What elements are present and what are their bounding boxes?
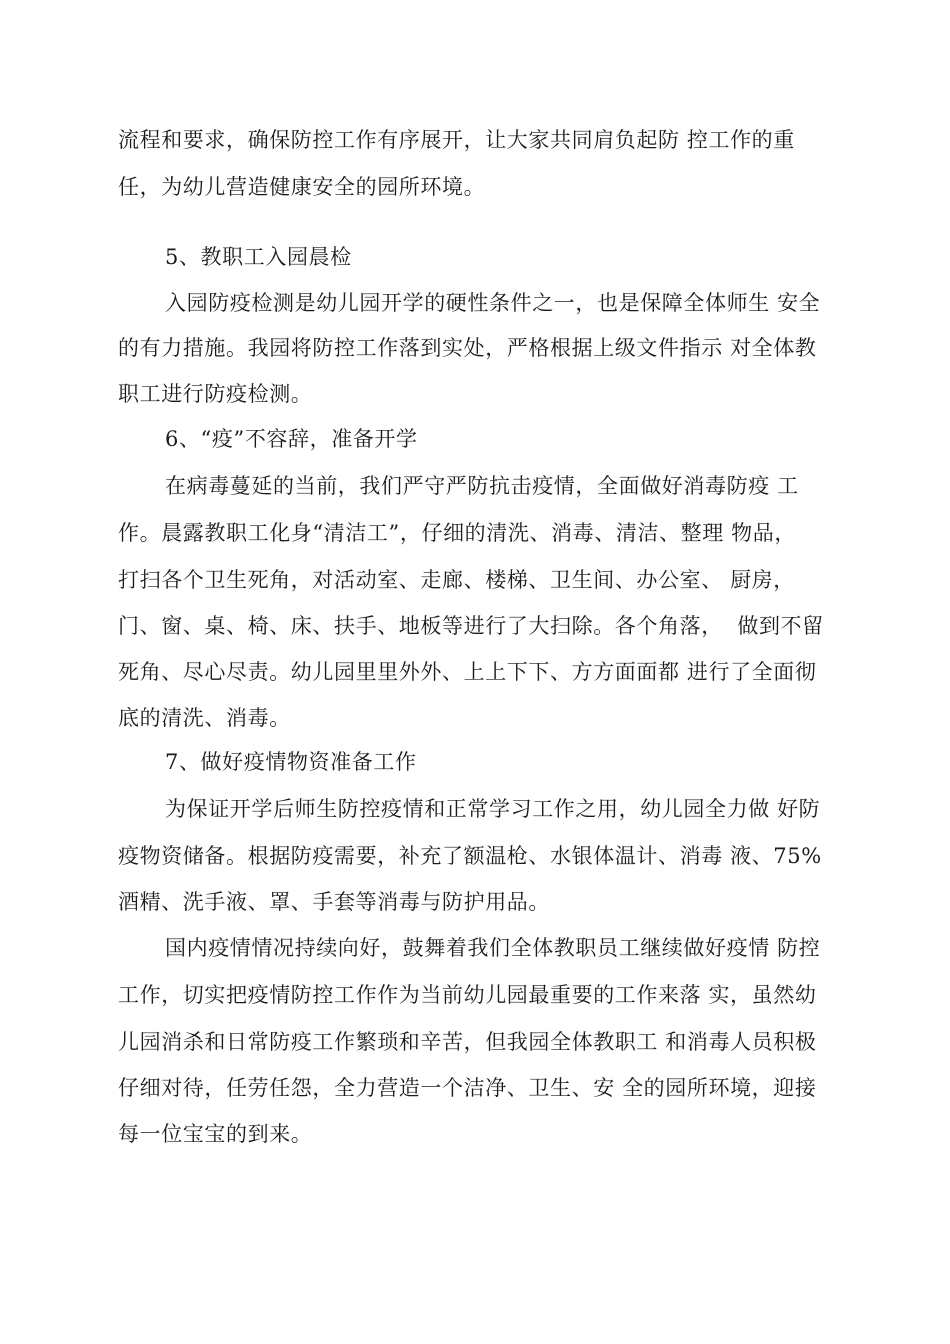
text-line: 儿园消杀和日常防疫工作繁琐和辛苦，但我园全体教职工 和消毒人员积极 bbox=[118, 1030, 817, 1054]
text-line: 为保证开学后师生防控疫情和正常学习工作之用，幼儿园全力做 好防 bbox=[165, 797, 821, 821]
text-line: 每一位宝宝的到来。 bbox=[118, 1122, 313, 1146]
section-heading-5: 5、教职工入园晨检 bbox=[165, 245, 352, 269]
text-line: 职工进行防疫检测。 bbox=[118, 382, 313, 406]
text-line: 在病毒蔓延的当前，我们严守严防抗击疫情，全面做好消毒防疫 工 bbox=[165, 474, 799, 498]
text-line: 任，为幼儿营造健康安全的园所环境。 bbox=[118, 175, 486, 199]
text-line: 仔细对待，任劳任怨，全力营造一个洁净、卫生、安 全的园所环境，迎接 bbox=[118, 1076, 817, 1100]
text-line: 打扫各个卫生死角，对活动室、走廊、楼梯、卫生间、办公室、 厨房， bbox=[118, 568, 795, 592]
text-line: 流程和要求，确保防控工作有序展开，让大家共同肩负起防 控工作的重 bbox=[118, 128, 795, 152]
text-line: 酒精、洗手液、罩、手套等消毒与防护用品。 bbox=[118, 890, 550, 914]
text-line: 工作，切实把疫情防控工作作为当前幼儿园最重要的工作来落 实，虽然幼 bbox=[118, 983, 817, 1007]
text-line: 作。晨露教职工化身“清洁工”，仔细的清洗、消毒、清洁、整理 物品， bbox=[118, 521, 796, 545]
text-line: 疫物资储备。根据防疫需要，补充了额温枪、水银体温计、消毒 液、75% bbox=[118, 844, 822, 868]
section-heading-7: 7、做好疫情物资准备工作 bbox=[165, 750, 417, 774]
text-line: 死角、尽心尽责。幼儿园里里外外、上上下下、方方面面都 进行了全面彻 bbox=[118, 660, 817, 684]
text-line: 国内疫情情况持续向好，鼓舞着我们全体教职员工继续做好疫情 防控 bbox=[165, 936, 821, 960]
text-line: 入园防疫检测是幼儿园开学的硬性条件之一，也是保障全体师生 安全 bbox=[165, 291, 821, 315]
text-line: 的有力措施。我园将防控工作落到实处，严格根据上级文件指示 对全体教 bbox=[118, 336, 817, 360]
text-line: 底的清洗、消毒。 bbox=[118, 706, 291, 730]
section-heading-6: 6、“疫”不容辞，准备开学 bbox=[165, 427, 418, 451]
text-line: 门、窗、桌、椅、床、扶手、地板等进行了大扫除。各个角落， 做到不留 bbox=[118, 614, 824, 638]
